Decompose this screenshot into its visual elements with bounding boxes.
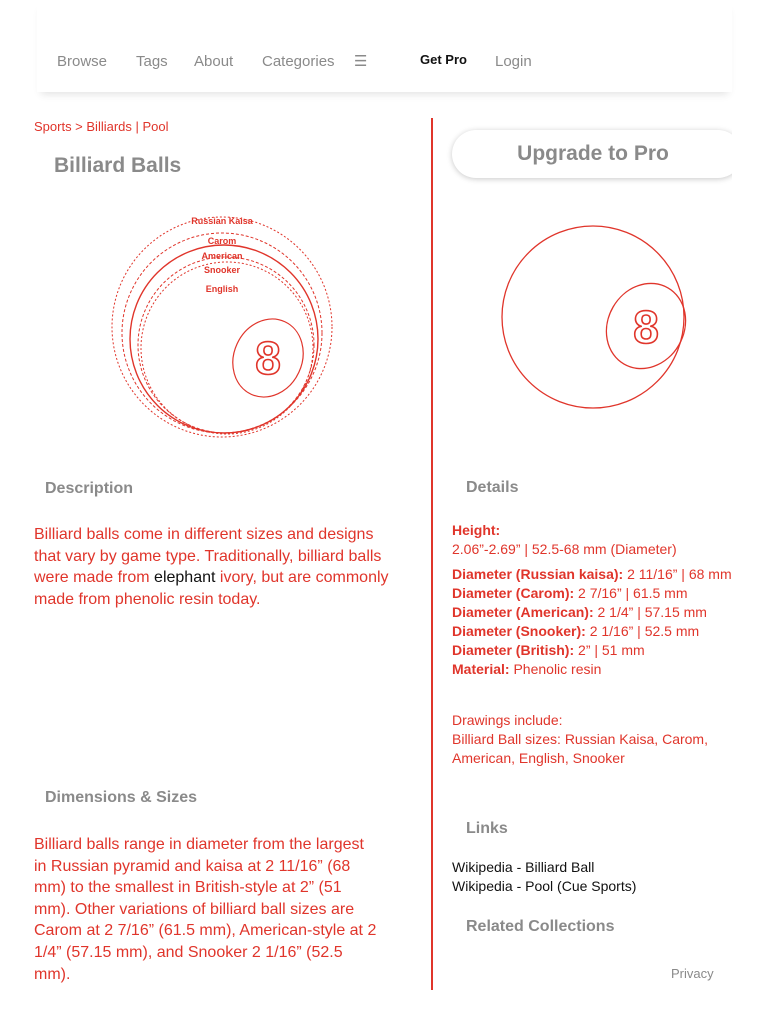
- wikipedia-pool-link[interactable]: Wikipedia - Pool (Cue Sports): [452, 878, 637, 894]
- details-row-value: 2 7/16” | 61.5 mm: [574, 585, 688, 601]
- details-row-value: Phenolic resin: [509, 661, 602, 677]
- description-text-part: ivory, but are commonly made from phenolic resin today.: [34, 569, 389, 608]
- nav-tags-link[interactable]: Tags: [136, 53, 168, 70]
- details-row-value: 2 1/4” | 57.15 mm: [593, 604, 707, 620]
- dimensions-heading: Dimensions & Sizes: [45, 789, 198, 806]
- details-row: [452, 603, 742, 622]
- details-row: [452, 660, 742, 679]
- top-nav: [37, 0, 732, 92]
- nav-about-link[interactable]: About: [194, 53, 234, 70]
- nav-categories-link[interactable]: Categories: [262, 53, 335, 70]
- details-heading: Details: [466, 479, 519, 496]
- height-row: [452, 521, 742, 540]
- eight-ball-drawing: [497, 225, 693, 411]
- nav-get-pro-link[interactable]: Get Pro: [420, 52, 467, 67]
- dimensions-text: Billiard balls range in diameter from the largest in Russian pyramid and kaisa at 2 11/16” (68 mm) to the smallest in British-style at 2” (51 mm). Other variations of billiard ball sizes are Carom at 2 7/16” (61.5 mm), American-style at 2 1/4” (57.15 mm), and Snooker 2 1/16” (52.5 mm).: [34, 836, 377, 983]
- description-highlight: elephant: [154, 569, 216, 587]
- details-row-label: Diameter (Snooker):: [452, 623, 586, 639]
- billiard-sizes-diagram: [100, 205, 350, 445]
- privacy-link[interactable]: Privacy: [671, 966, 714, 981]
- label-english: English: [205, 284, 239, 294]
- details-row-label: Material:: [452, 661, 510, 677]
- details-row-value: 2” | 51 mm: [574, 642, 645, 658]
- upgrade-label: Upgrade to Pro: [517, 142, 669, 165]
- label-american: American: [201, 251, 243, 261]
- description-text: [34, 524, 394, 610]
- viewport-edge: [732, 120, 768, 190]
- details-row-label: Diameter (American):: [452, 604, 594, 620]
- russian-kaisa-outline: [112, 217, 332, 437]
- diagram-ball-number: 8: [255, 332, 281, 384]
- wikipedia-billiard-ball-link[interactable]: Wikipedia - Billiard Ball: [452, 859, 595, 875]
- details-row: [452, 641, 742, 660]
- drawings-value: Billiard Ball sizes: Russian Kaisa, Carom, American, English, Snooker: [452, 731, 708, 766]
- details-list: [452, 521, 742, 768]
- details-row-label: Diameter (Russian kaisa):: [452, 566, 624, 582]
- label-snooker: Snooker: [203, 265, 241, 275]
- breadcrumb[interactable]: Sports > Billiards | Pool: [34, 119, 169, 134]
- upgrade-to-pro-button[interactable]: [452, 130, 742, 178]
- details-row-value: 2 11/16” | 68 mm: [623, 566, 732, 582]
- drawings-label: Drawings include:: [452, 712, 563, 728]
- details-row: [452, 584, 742, 603]
- related-collections-heading: Related Collections: [466, 918, 615, 935]
- links-list: [452, 858, 636, 896]
- height-value: 2.06”-2.69” | 52.5-68 mm (Diameter): [452, 541, 677, 557]
- details-row-label: Diameter (British):: [452, 642, 575, 658]
- nav-login-link[interactable]: Login: [495, 53, 532, 70]
- details-row-label: Diameter (Carom):: [452, 585, 575, 601]
- details-row: [452, 565, 742, 584]
- page-title: Billiard Balls: [54, 154, 182, 177]
- label-russian-kaisa: Russian Kaisa: [191, 216, 253, 226]
- hamburger-menu-icon[interactable]: ☰: [354, 53, 368, 70]
- description-heading: Description: [45, 480, 134, 497]
- nav-browse-link[interactable]: Browse: [57, 53, 108, 70]
- ball-number: 8: [633, 301, 659, 353]
- column-divider: [431, 118, 433, 990]
- label-carom: Carom: [207, 236, 237, 246]
- details-row: [452, 622, 742, 641]
- links-heading: Links: [466, 820, 508, 837]
- description-text-part: Billiard balls come in different sizes and designs that vary by game type. Traditionally, billiard balls were made from: [34, 526, 382, 587]
- height-label: Height:: [452, 522, 501, 538]
- details-row-value: 2 1/16” | 52.5 mm: [585, 623, 700, 639]
